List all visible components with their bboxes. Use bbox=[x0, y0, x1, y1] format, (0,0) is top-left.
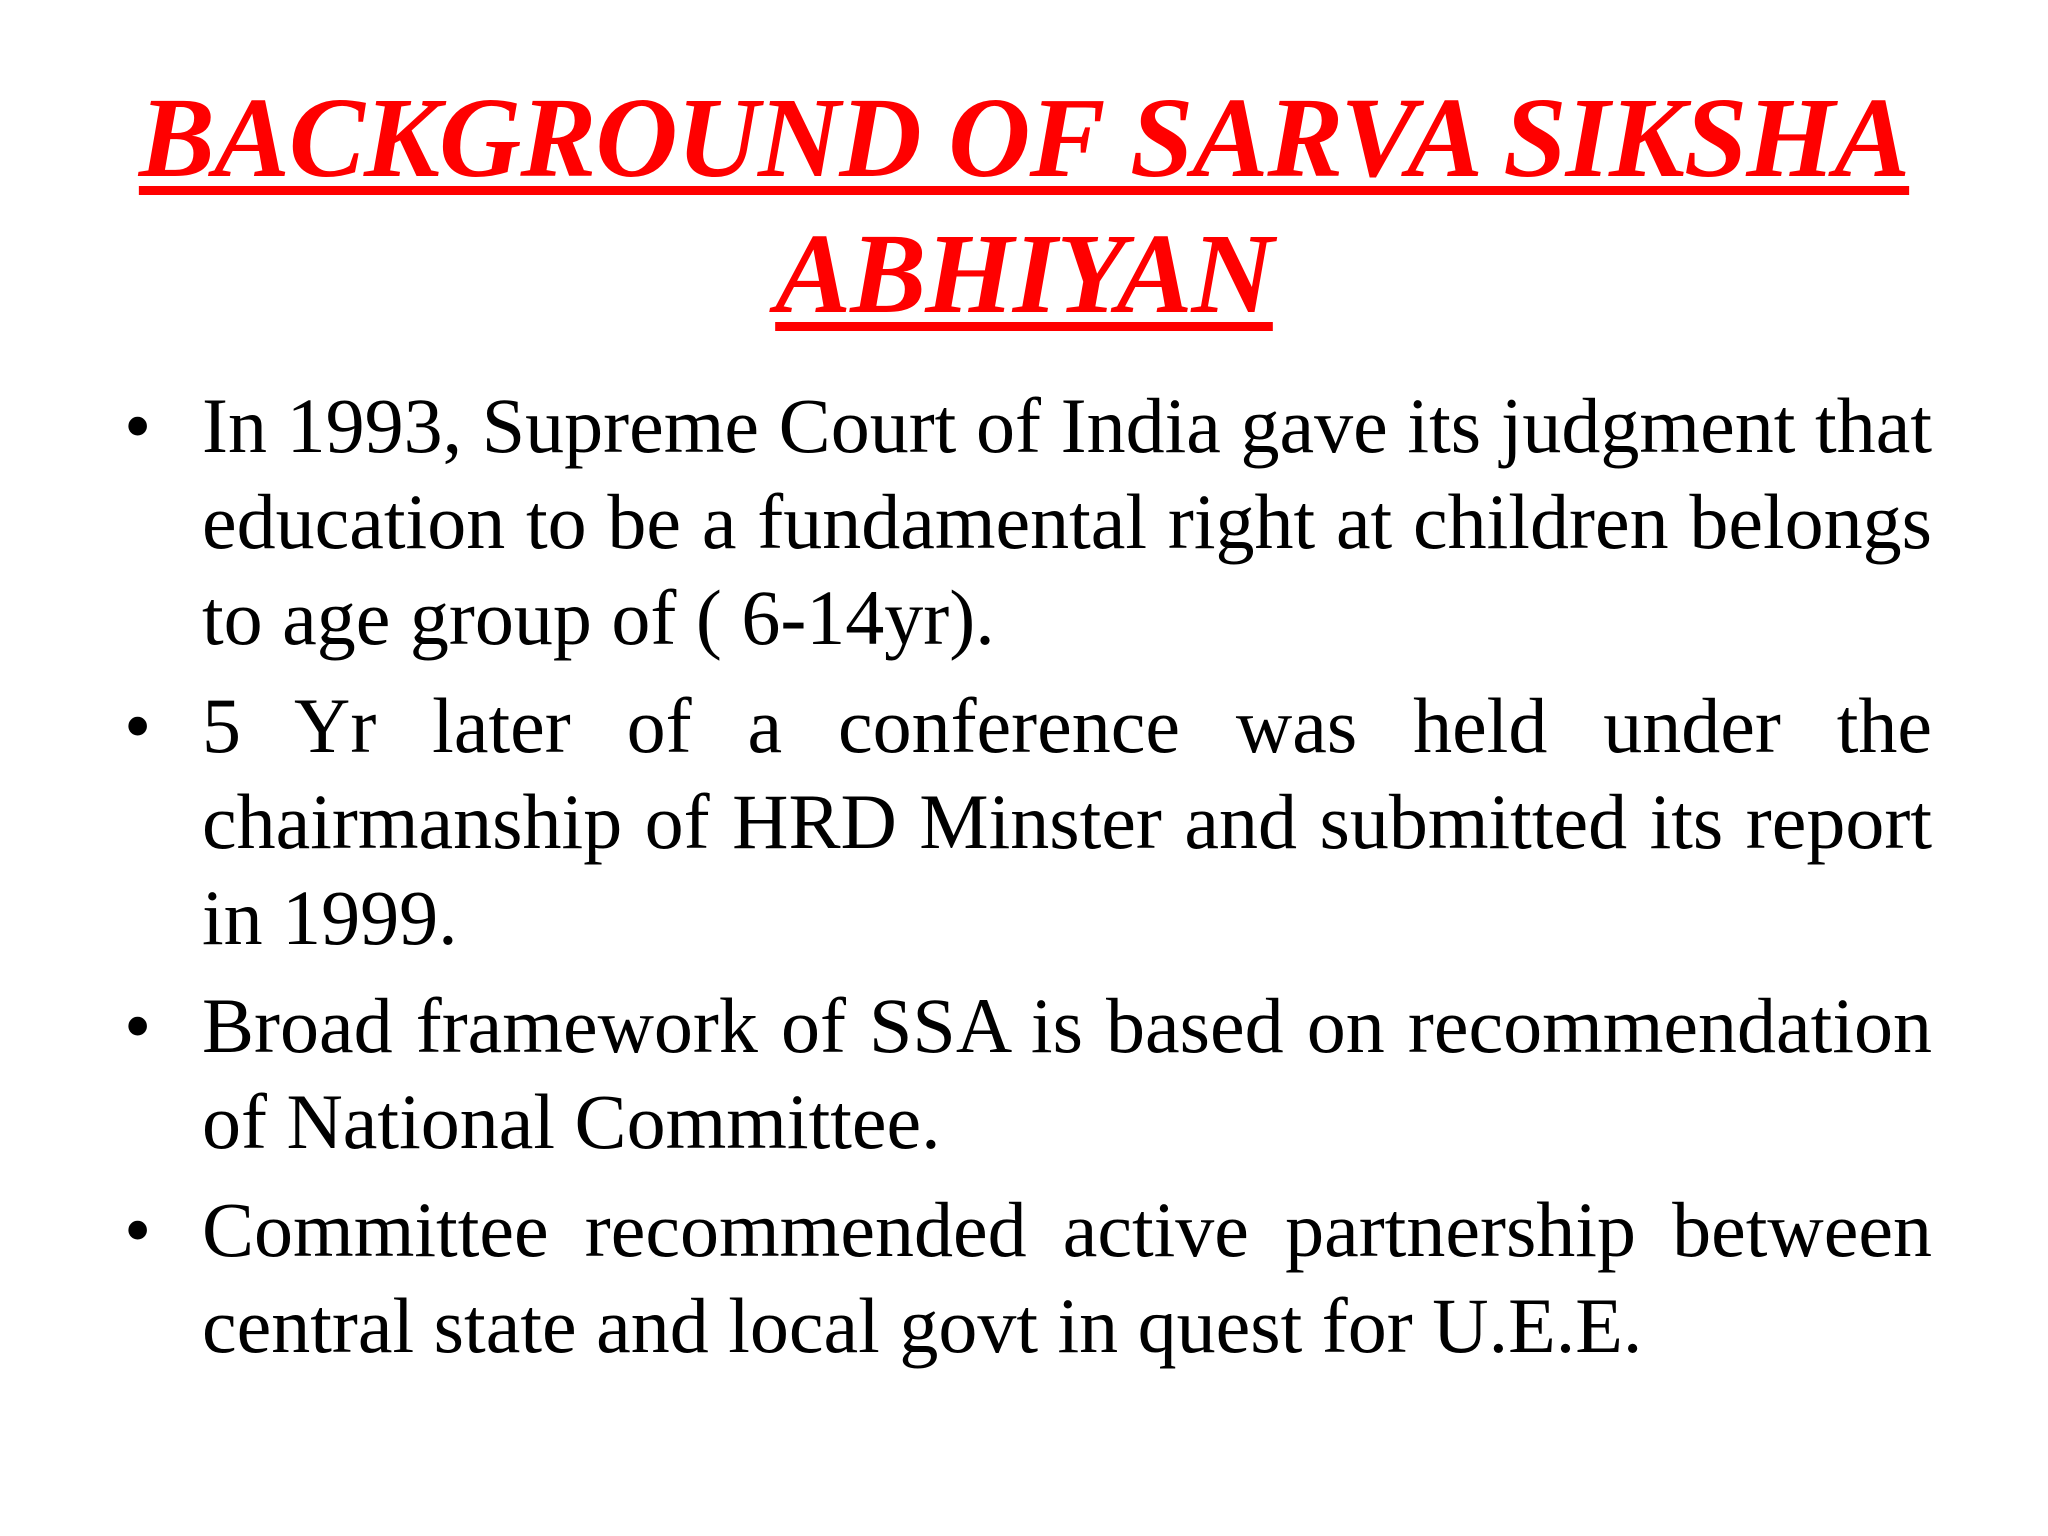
bullet-item-4 bbox=[124, 1182, 1932, 1374]
bullet-list bbox=[124, 378, 1932, 1386]
bullet-dot-icon: • bbox=[124, 682, 152, 769]
bullet-item-3 bbox=[124, 978, 1932, 1170]
bullet-dot-icon: • bbox=[124, 982, 152, 1069]
bullet-item-2 bbox=[124, 678, 1932, 966]
bullet-dot-icon: • bbox=[124, 1186, 152, 1273]
bullet-text: Committee recommended active partnership between central state and local govt in quest for U.E.E. bbox=[202, 1186, 1932, 1369]
bullet-text: In 1993, Supreme Court of India gave its judgment that education to be a fundamental right at children belongs to age group of ( 6-14yr). bbox=[202, 382, 1932, 661]
title-line-1: BACKGROUND OF SARVA SIKSHA bbox=[138, 74, 1910, 201]
bullet-item-1 bbox=[124, 378, 1932, 666]
title-line-2: ABHIYAN bbox=[775, 210, 1273, 337]
bullet-text: 5 Yr later of a conference was held under the chairmanship of HRD Minster and submitted its report in 1999. bbox=[202, 682, 1932, 961]
bullet-text: Broad framework of SSA is based on recommendation of National Committee. bbox=[202, 982, 1932, 1165]
slide-title bbox=[100, 70, 1948, 342]
bullet-dot-icon: • bbox=[124, 382, 152, 469]
